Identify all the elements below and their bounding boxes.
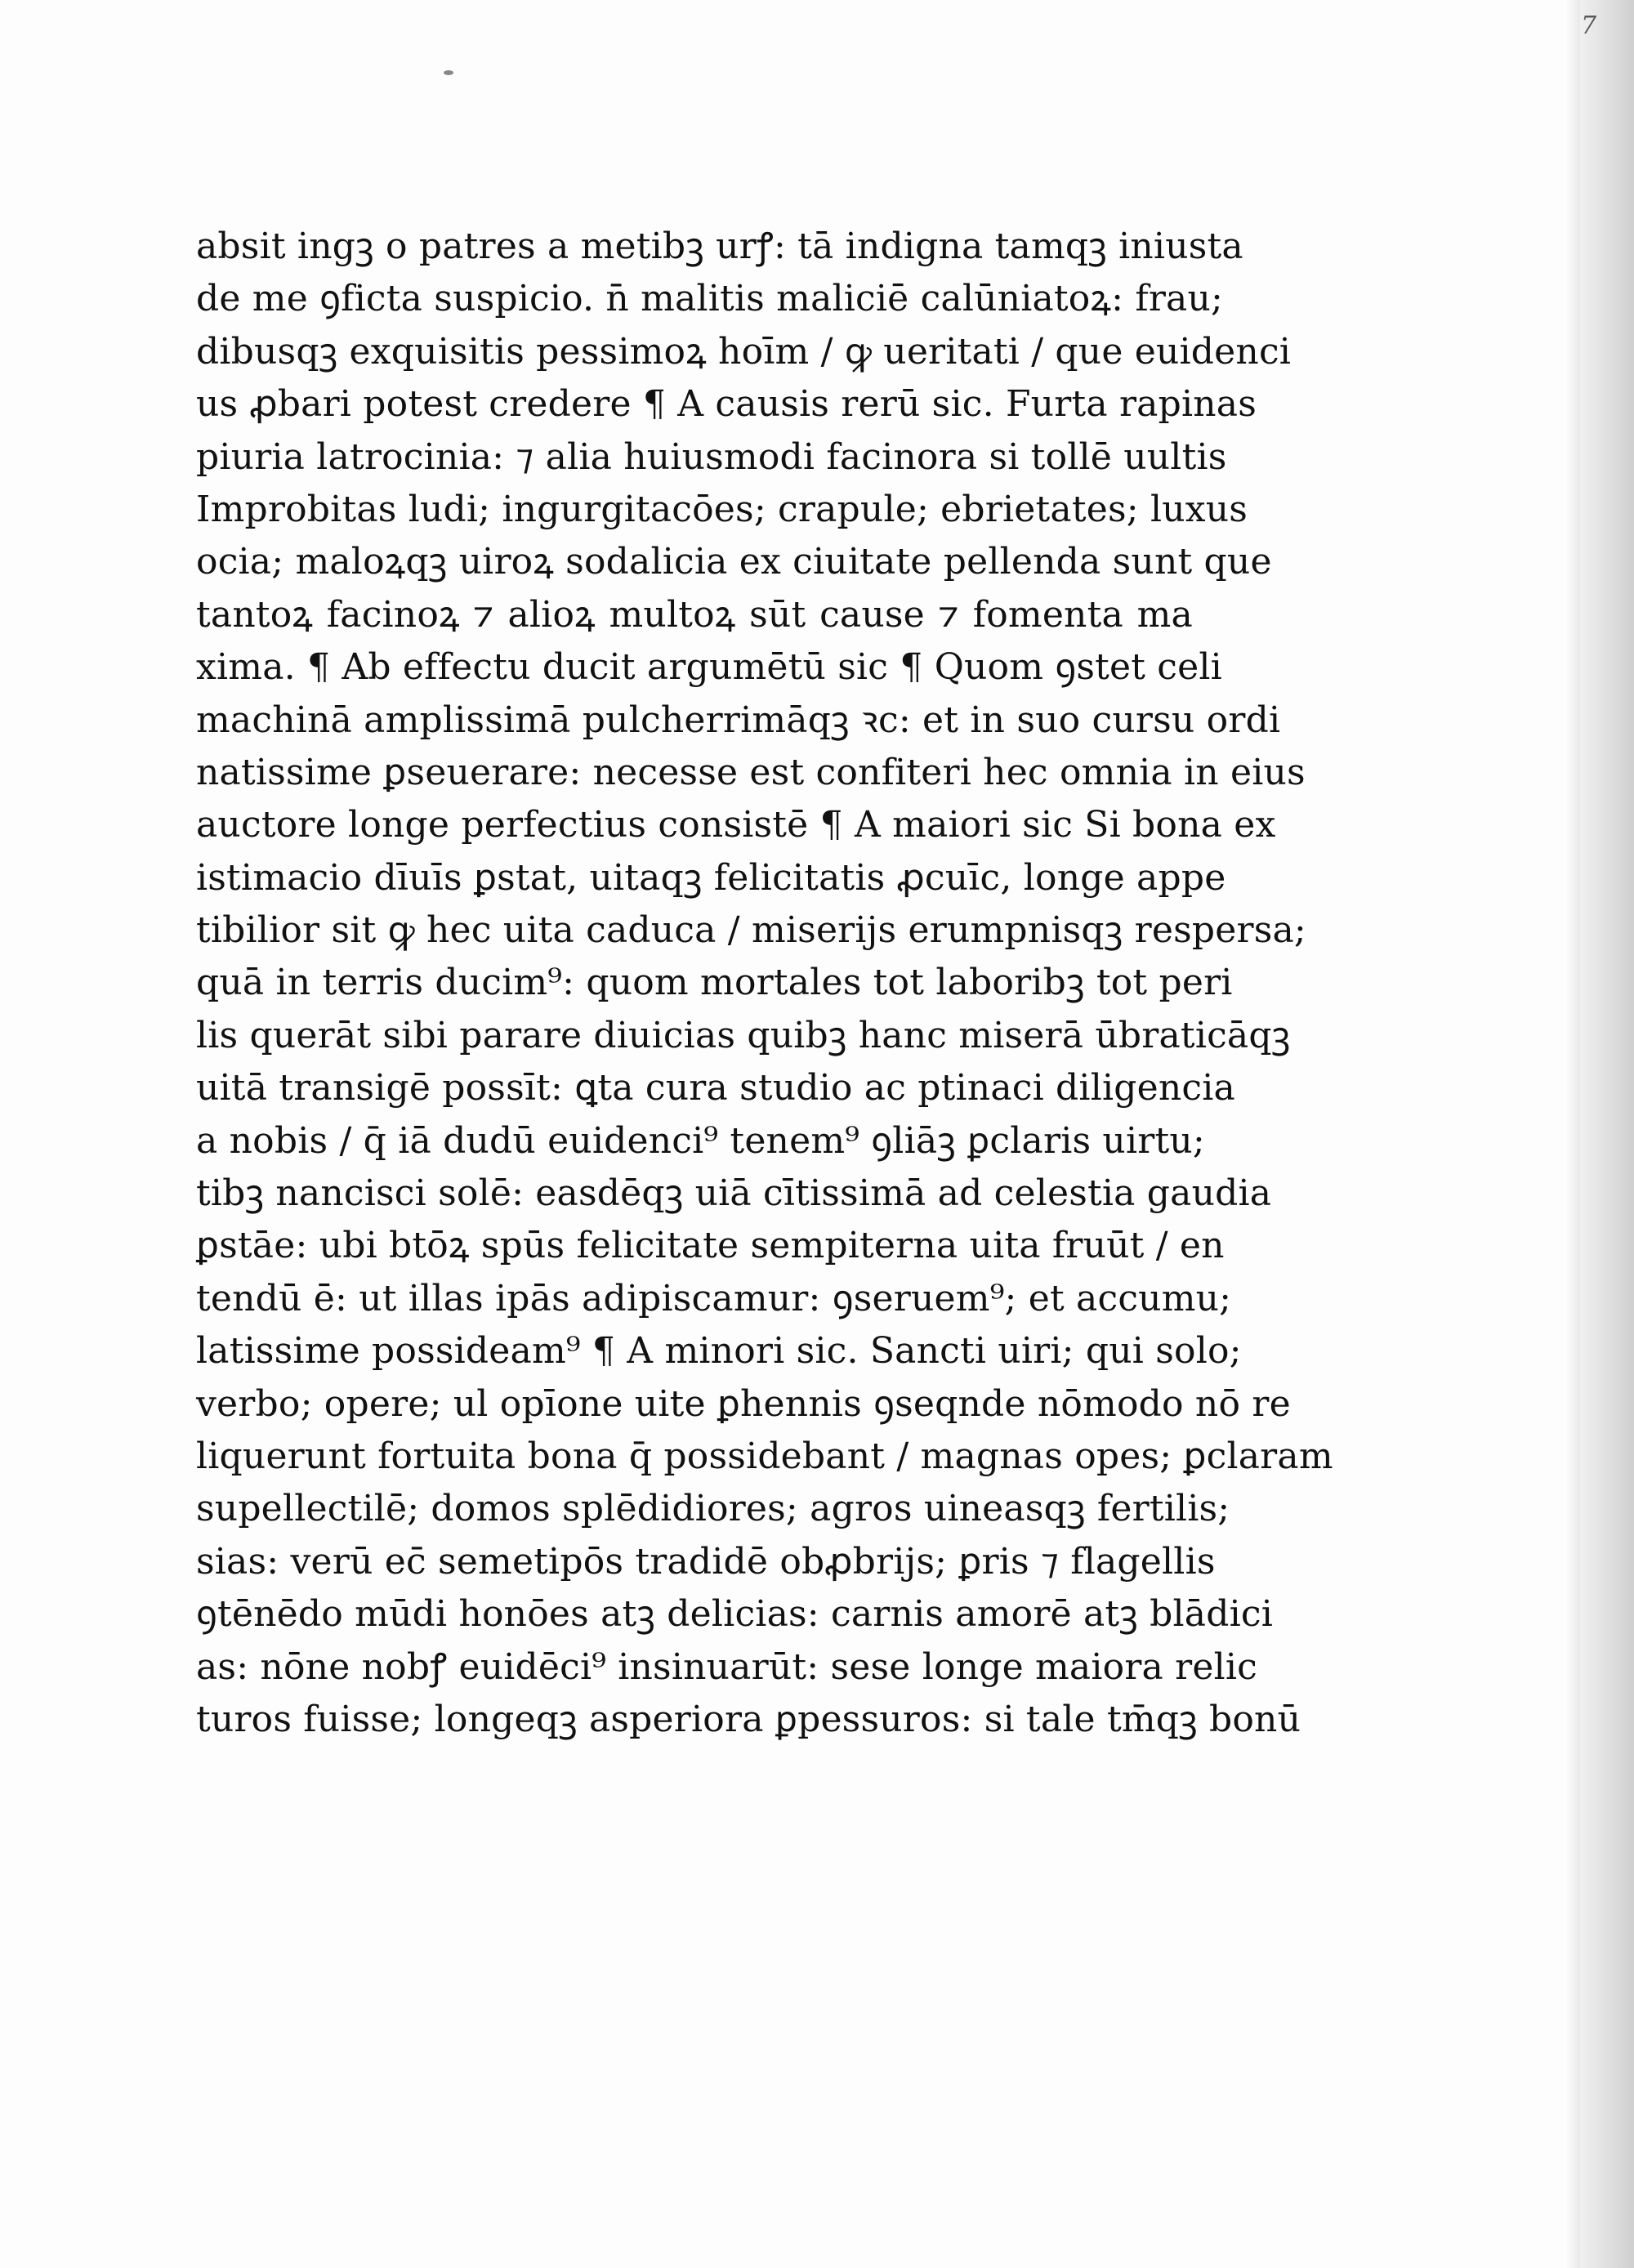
text-line: xima. ¶ Ab effectu ducit argumētū sic ¶ Quom ꝯstet celi	[196, 646, 1222, 689]
text-line: istimacio dīuīs ꝑstat, uitaqꝫ felicitatis ꝓcuīc, longe appe	[196, 856, 1226, 899]
text-line: de me ꝯficta suspicio. n̄ malitis maliciē calūniatoꝝ: frau;	[196, 278, 1224, 320]
text-line: tendū ē: ut illas ipās adipiscamur: ꝯseruem⁹; et accumu;	[196, 1277, 1232, 1319]
text-line: auctore longe perfectius consistē ¶ A maiori sic Si bona ex	[196, 804, 1276, 846]
text-line: piuria latrocinia: ⁊ alia huiusmodi facinora si tollē uultis	[196, 435, 1227, 478]
text-line: tibꝫ nancisci solē: easdēqꝫ uiā cītissimā ad celestia gaudia	[196, 1172, 1272, 1215]
text-line: tibilior sit ꝙ hec uita caduca / miserijs erumpnisqꝫ respersa;	[196, 909, 1306, 952]
text-line: liquerunt fortuita bona q̄ possidebant / magnas opes; ꝑclaram	[196, 1435, 1333, 1477]
text-line: turos fuisse; longeqꝫ asperiora ꝑpessuros: si tale tm̄qꝫ bonū	[196, 1698, 1301, 1740]
text-line: a nobis / q̄ iā dudū euidenci⁹ tenem⁹ ꝯliāꝫ ꝑclaris uirtu;	[196, 1119, 1205, 1162]
text-line: lis querāt sibi parare diuicias quibꝫ hanc miserā ūbraticāqꝫ	[196, 1014, 1291, 1056]
text-line: dibusqꝫ exquisitis pessimoꝝ hoīm / ꝙ ueritati / que euidenci	[196, 330, 1292, 373]
text-line: absit ingꝫ o patres a metibꝫ urꝭ: tā indigna tamqꝫ iniusta	[196, 225, 1243, 267]
folio-number: 7	[1581, 11, 1597, 40]
text-block	[196, 221, 1333, 1746]
text-line: Improbitas ludi; ingurgitacōes; crapule; ebrietates; luxus	[196, 488, 1248, 530]
gutter-shadow	[1565, 0, 1580, 2268]
ink-speck	[444, 70, 453, 75]
text-line: us ꝓbari potest credere ¶ A causis rerū sic. Furta rapinas	[196, 383, 1257, 426]
text-line: ꝑstāe: ubi btōꝝ spūs felicitate sempiterna uita fruūt / en	[196, 1225, 1225, 1267]
text-line: natissime ꝑseuerare: necesse est confiteri hec omnia in eius	[196, 751, 1306, 793]
text-line: ꝯtēnēdo mūdi honōes atꝫ delicias: carnis amorē atꝫ blādici	[196, 1593, 1273, 1636]
text-line: tantoꝝ facinoꝝ ⁊ alioꝝ multoꝝ sūt cause ⁊ fomenta ma	[196, 593, 1193, 636]
text-line: machinā amplissimā pulcherrimāqꝫ ꝛc: et in suo cursu ordi	[196, 699, 1281, 741]
text-line: supellectilē; domos splēdidiores; agros uineasqꝫ fertilis;	[196, 1488, 1230, 1530]
text-line: quā in terris ducim⁹: quom mortales tot laboribꝫ tot peri	[196, 962, 1233, 1004]
text-line: uitā transigē possīt: ꝗta cura studio ac ptinaci diligencia	[196, 1067, 1235, 1109]
text-line: verbo; opere; ul opīone uite ꝑhennis ꝯseqnde nōmodo nō re	[196, 1382, 1291, 1425]
text-line: ocia; maloꝝqꝫ uiroꝝ sodalicia ex ciuitate pellenda sunt que	[196, 541, 1272, 583]
text-line: latissime possideam⁹ ¶ A minori sic. Sancti uiri; qui solo;	[196, 1330, 1242, 1373]
page-edge	[1580, 0, 1634, 2268]
text-line: sias: verū ec̄ semetipōs tradidē obꝓbrijs; ꝑris ⁊ flagellis	[196, 1540, 1216, 1583]
text-line: as: nōne nobꝭ euidēci⁹ insinuarūt: sese longe maiora relic	[196, 1645, 1258, 1688]
